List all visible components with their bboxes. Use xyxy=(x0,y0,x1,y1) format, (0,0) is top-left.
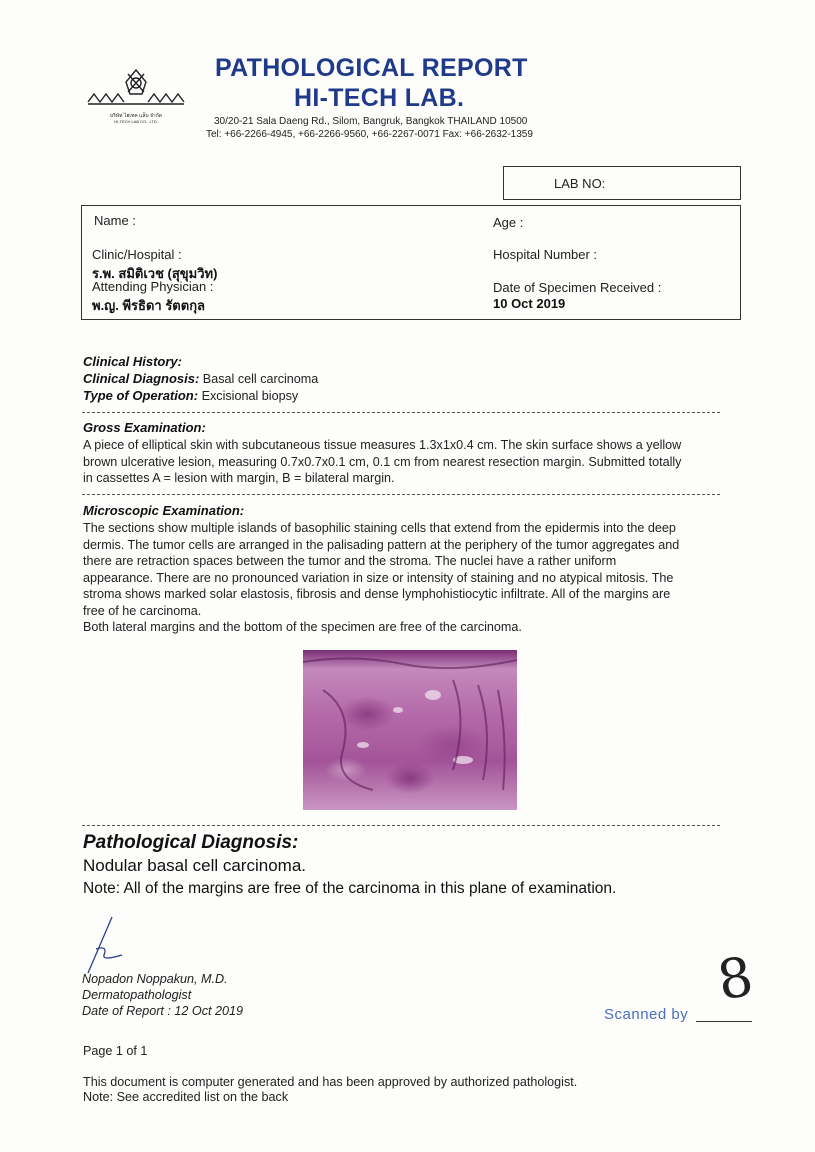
scanned-label: Scanned by xyxy=(604,1006,689,1023)
clinical-history-heading: Clinical History: xyxy=(83,354,182,369)
scanned-underline xyxy=(696,1021,752,1022)
microscopic-line: free of he carcinoma. xyxy=(83,603,202,618)
page-number: Page 1 of 1 xyxy=(83,1044,148,1058)
hospital-number-label: Hospital Number : xyxy=(493,247,598,262)
diagnosis-note: Note: All of the margins are free of the carcinoma in this plane of examination. xyxy=(83,880,617,897)
lab-no-label: LAB NO: xyxy=(554,176,606,191)
logo-caption-thai: บริษัท ไฮเทค แล็บ จำกัด xyxy=(109,113,162,119)
lab-logo xyxy=(86,64,186,124)
pathologist-name: Nopadon Noppakun, M.D. xyxy=(82,972,228,986)
physician-label: Attending Physician : xyxy=(92,279,214,294)
operation-label: Type of Operation: xyxy=(83,388,199,403)
signature-scribble-icon xyxy=(82,915,142,975)
histology-detail-icon xyxy=(303,650,517,810)
physician-value: พ.ญ. พีรธิดา รัตตกุล xyxy=(92,298,206,313)
gross-line: A piece of elliptical skin with subcutaneous tissue measures 1.3x1x0.4 cm. The skin surface shows a yellow xyxy=(83,438,682,452)
microscopic-line: The sections show multiple islands of basophilic staining cells that extend from the epidermis into the deep xyxy=(83,521,676,535)
gross-text xyxy=(83,437,743,487)
footer-disclaimer: This document is computer generated and has been approved by authorized pathologist. xyxy=(83,1075,578,1089)
logo-caption-english: HI-TECH LAB CO., LTD. xyxy=(114,119,158,124)
clinical-diagnosis-value: Basal cell carcinoma xyxy=(199,372,319,386)
gross-line: in cassettes A = lesion with margin, B = bilateral margin. xyxy=(83,471,395,485)
microscopic-heading: Microscopic Examination: xyxy=(83,503,245,518)
clinical-diagnosis-line xyxy=(83,371,318,386)
operation-value: Excisional biopsy xyxy=(198,389,299,403)
microscopic-line: Both lateral margins and the bottom of the specimen are free of the carcinoma. xyxy=(83,620,522,634)
scanned-mark: 8 xyxy=(712,944,758,1013)
gross-heading: Gross Examination: xyxy=(83,420,206,435)
microscopic-line: there are retraction spaces between the tumor and the stroma. The nuclei have a rather uniform xyxy=(83,554,617,568)
diagnosis-result: Nodular basal cell carcinoma. xyxy=(83,856,306,875)
clinic-label: Clinic/Hospital : xyxy=(92,247,182,262)
divider xyxy=(82,825,720,826)
lab-address: 30/20-21 Sala Daeng Rd., Silom, Bangruk, Bangkok THAILAND 10500 xyxy=(214,116,528,127)
lab-no-box xyxy=(503,166,741,200)
clinic-value: ร.พ. สมิติเวช (สุขุมวิท) xyxy=(92,266,218,281)
divider xyxy=(82,494,720,495)
patient-info-box xyxy=(81,205,741,320)
microscopic-text xyxy=(83,520,743,636)
microscopic-line: dermis. The tumor cells are arranged in the palisading pattern at the periphery of the tumor aggregates and xyxy=(83,537,680,552)
pathological-diagnosis-heading: Pathological Diagnosis: xyxy=(83,832,299,853)
date-received-label: Date of Specimen Received : xyxy=(493,280,662,295)
pathologist-title: Dermatopathologist xyxy=(82,988,192,1002)
handwritten-signature xyxy=(82,915,142,980)
lab-name: HI-TECH LAB. xyxy=(294,84,465,112)
report-date: Date of Report : 12 Oct 2019 xyxy=(82,1004,244,1018)
scanned-stamp xyxy=(604,944,758,1033)
name-label: Name : xyxy=(94,213,136,228)
footer-note: Note: See accredited list on the back xyxy=(83,1090,289,1104)
clinical-diagnosis-label: Clinical Diagnosis: xyxy=(83,371,200,386)
microscopic-line: appearance. There are no pronounced variation in size or intensity of staining and no atypical mitosis. The xyxy=(83,570,674,585)
lab-phones: Tel: +66-2266-4945, +66-2266-9560, +66-2267-0071 Fax: +66-2632-1359 xyxy=(206,129,533,140)
operation-line xyxy=(83,388,298,403)
divider xyxy=(82,412,720,413)
gross-line: brown ulcerative lesion, measuring 0.7x0.7x0.1 cm, 0.1 cm from nearest resection margin. Submitted totally xyxy=(83,454,682,469)
lab-logo-emblem-icon xyxy=(86,64,186,108)
report-title: PATHOLOGICAL REPORT xyxy=(215,54,528,82)
age-label: Age : xyxy=(493,215,524,230)
date-received-value: 10 Oct 2019 xyxy=(493,296,566,311)
microscopic-line: stroma shows marked solar elastosis, fibrosis and dense lymphohistiocytic infiltrate. All of the margins are xyxy=(83,587,671,601)
histology-image xyxy=(303,650,517,810)
